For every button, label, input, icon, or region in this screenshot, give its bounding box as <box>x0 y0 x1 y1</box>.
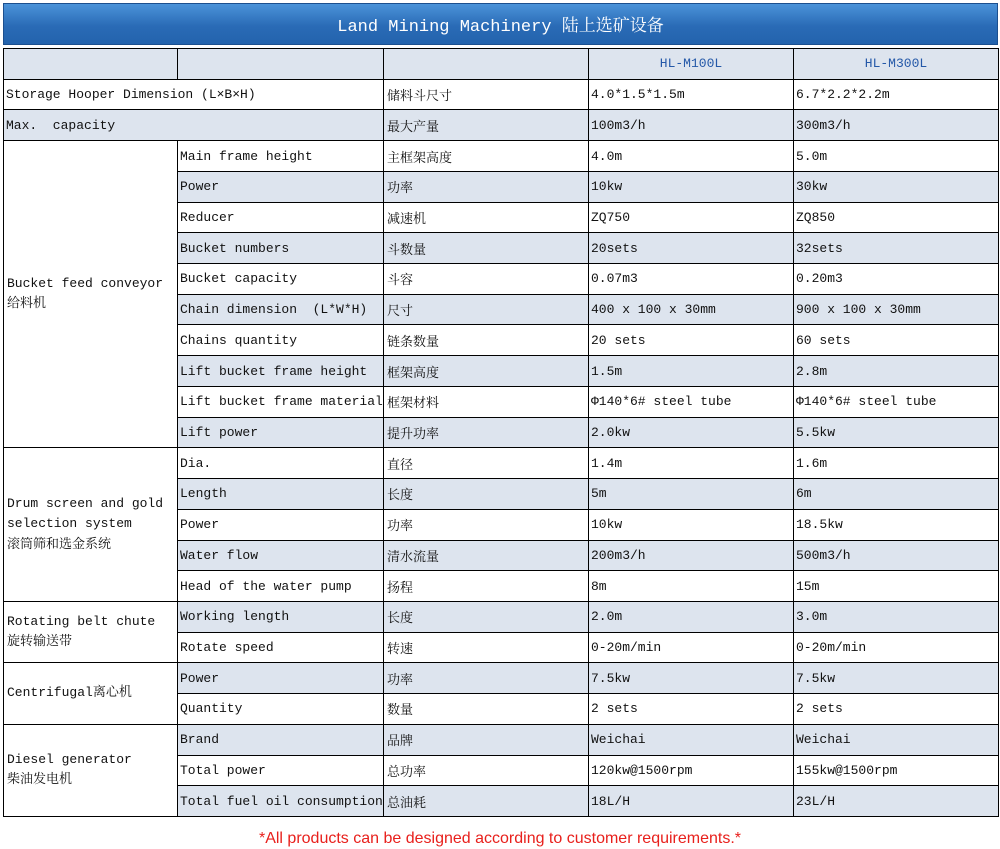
spec-label-cn: 总油耗 <box>384 786 589 817</box>
spec-value: Weichai <box>589 725 794 756</box>
spec-value: ZQ850 <box>794 203 999 234</box>
spec-label-cn: 长度 <box>384 602 589 633</box>
spec-value: 5.0m <box>794 141 999 172</box>
spec-label-en: Lift power <box>178 418 384 449</box>
spec-value: 1.6m <box>794 448 999 479</box>
spec-value: 0-20m/min <box>589 633 794 664</box>
spec-label-cn: 总功率 <box>384 756 589 787</box>
spec-label-en: Rotate speed <box>178 633 384 664</box>
spec-value: 60 sets <box>794 325 999 356</box>
spec-label-en: Chains quantity <box>178 325 384 356</box>
spec-label-en: Main frame height <box>178 141 384 172</box>
group-label-line: Rotating belt chute <box>7 613 156 629</box>
spec-label-en: Bucket capacity <box>178 264 384 295</box>
group-label-line: Diesel generator <box>7 751 132 767</box>
spec-value: 18L/H <box>589 786 794 817</box>
spec-value: ZQ750 <box>589 203 794 234</box>
group-label-line: Drum screen and gold <box>7 495 164 511</box>
spec-label-cn: 斗数量 <box>384 233 589 264</box>
spec-value: 120kw@1500rpm <box>589 756 794 787</box>
model-column-header: HL-M100L <box>589 49 794 80</box>
spec-value: 20sets <box>589 233 794 264</box>
spec-value: 2.0m <box>589 602 794 633</box>
group-label-line: 滚筒筛和选金系统 <box>7 536 112 552</box>
spec-label-en: Chain dimension (L*W*H) <box>178 295 384 326</box>
spec-value: 400 x 100 x 30mm <box>589 295 794 326</box>
spec-label-cn: 斗容 <box>384 264 589 295</box>
spec-value: Φ140*6# steel tube <box>589 387 794 418</box>
spec-value: Weichai <box>794 725 999 756</box>
spec-value: 500m3/h <box>794 541 999 572</box>
spec-label-en: Brand <box>178 725 384 756</box>
spec-label-cn: 功率 <box>384 510 589 541</box>
spec-value: 30kw <box>794 172 999 203</box>
spec-label-en: Storage Hooper Dimension (L×B×H) <box>4 80 384 111</box>
group-label-line: selection system <box>7 516 132 532</box>
spec-label-cn: 扬程 <box>384 571 589 602</box>
spec-label-cn: 提升功率 <box>384 418 589 449</box>
group-label <box>4 602 178 663</box>
spec-value: 3.0m <box>794 602 999 633</box>
spec-label-cn: 数量 <box>384 694 589 725</box>
spec-label-en: Power <box>178 510 384 541</box>
spec-value: 15m <box>794 571 999 602</box>
spec-label-en: Total power <box>178 756 384 787</box>
spec-value: 0-20m/min <box>794 633 999 664</box>
spec-value: 2.8m <box>794 356 999 387</box>
spec-label-en: Head of the water pump <box>178 571 384 602</box>
spec-label-cn: 储料斗尺寸 <box>384 80 589 111</box>
spec-label-en: Max. capacity <box>4 110 384 141</box>
header-blank-cell <box>4 49 178 80</box>
group-label <box>4 448 178 602</box>
spec-label-cn: 品牌 <box>384 725 589 756</box>
spec-value: 0.20m3 <box>794 264 999 295</box>
spec-label-en: Power <box>178 172 384 203</box>
spec-value: 1.4m <box>589 448 794 479</box>
spec-value: 0.07m3 <box>589 264 794 295</box>
spec-value: 7.5kw <box>589 663 794 694</box>
spec-label-en: Working length <box>178 602 384 633</box>
model-column-header: HL-M300L <box>794 49 999 80</box>
group-label-line: Bucket feed conveyor <box>7 275 164 291</box>
spec-label-en: Water flow <box>178 541 384 572</box>
spec-value: 2 sets <box>589 694 794 725</box>
spec-label-en: Power <box>178 663 384 694</box>
spec-label-cn: 主框架高度 <box>384 141 589 172</box>
spec-label-cn: 减速机 <box>384 203 589 234</box>
footer-note: *All products can be designed according to customer requirements.* <box>258 830 742 847</box>
spec-label-en: Dia. <box>178 448 384 479</box>
spec-label-en: Reducer <box>178 203 384 234</box>
group-label-line: 给料机 <box>7 296 47 312</box>
spec-label-cn: 框架材料 <box>384 387 589 418</box>
spec-label-cn: 清水流量 <box>384 541 589 572</box>
spec-value: 300m3/h <box>794 110 999 141</box>
group-label-line: 柴油发电机 <box>7 772 73 788</box>
spec-label-cn: 直径 <box>384 448 589 479</box>
header-blank-cell <box>178 49 384 80</box>
spec-table <box>3 48 999 817</box>
spec-value: 4.0*1.5*1.5m <box>589 80 794 111</box>
spec-value: 900 x 100 x 30mm <box>794 295 999 326</box>
spec-label-en: Lift bucket frame material <box>178 387 384 418</box>
spec-label-en: Quantity <box>178 694 384 725</box>
spec-value: 18.5kw <box>794 510 999 541</box>
group-label-line: 旋转输送带 <box>7 634 73 650</box>
spec-value: 100m3/h <box>589 110 794 141</box>
spec-value: 5m <box>589 479 794 510</box>
spec-label-cn: 框架高度 <box>384 356 589 387</box>
spec-label-cn: 最大产量 <box>384 110 589 141</box>
spec-value: 8m <box>589 571 794 602</box>
spec-label-cn: 链条数量 <box>384 325 589 356</box>
spec-label-cn: 功率 <box>384 172 589 203</box>
group-label <box>4 141 178 448</box>
spec-label-cn: 长度 <box>384 479 589 510</box>
spec-label-en: Bucket numbers <box>178 233 384 264</box>
spec-label-en: Length <box>178 479 384 510</box>
group-label <box>4 663 178 724</box>
page-title: Land Mining Machinery 陆上选矿设备 <box>3 3 998 45</box>
group-label-line: Centrifugal离心机 <box>7 685 132 701</box>
spec-label-en: Lift bucket frame height <box>178 356 384 387</box>
spec-value: 2.0kw <box>589 418 794 449</box>
spec-value: 32sets <box>794 233 999 264</box>
spec-value: 5.5kw <box>794 418 999 449</box>
spec-value: Φ140*6# steel tube <box>794 387 999 418</box>
spec-label-cn: 转速 <box>384 633 589 664</box>
spec-value: 200m3/h <box>589 541 794 572</box>
spec-value: 20 sets <box>589 325 794 356</box>
spec-value: 10kw <box>589 172 794 203</box>
spec-value: 2 sets <box>794 694 999 725</box>
spec-value: 10kw <box>589 510 794 541</box>
spec-value: 23L/H <box>794 786 999 817</box>
spec-label-en: Total fuel oil consumption <box>178 786 384 817</box>
group-label <box>4 725 178 817</box>
spec-value: 1.5m <box>589 356 794 387</box>
spec-label-cn: 尺寸 <box>384 295 589 326</box>
spec-value: 155kw@1500rpm <box>794 756 999 787</box>
spec-label-cn: 功率 <box>384 663 589 694</box>
spec-value: 6m <box>794 479 999 510</box>
spec-value: 7.5kw <box>794 663 999 694</box>
header-blank-cell <box>384 49 589 80</box>
spec-value: 6.7*2.2*2.2m <box>794 80 999 111</box>
spec-value: 4.0m <box>589 141 794 172</box>
